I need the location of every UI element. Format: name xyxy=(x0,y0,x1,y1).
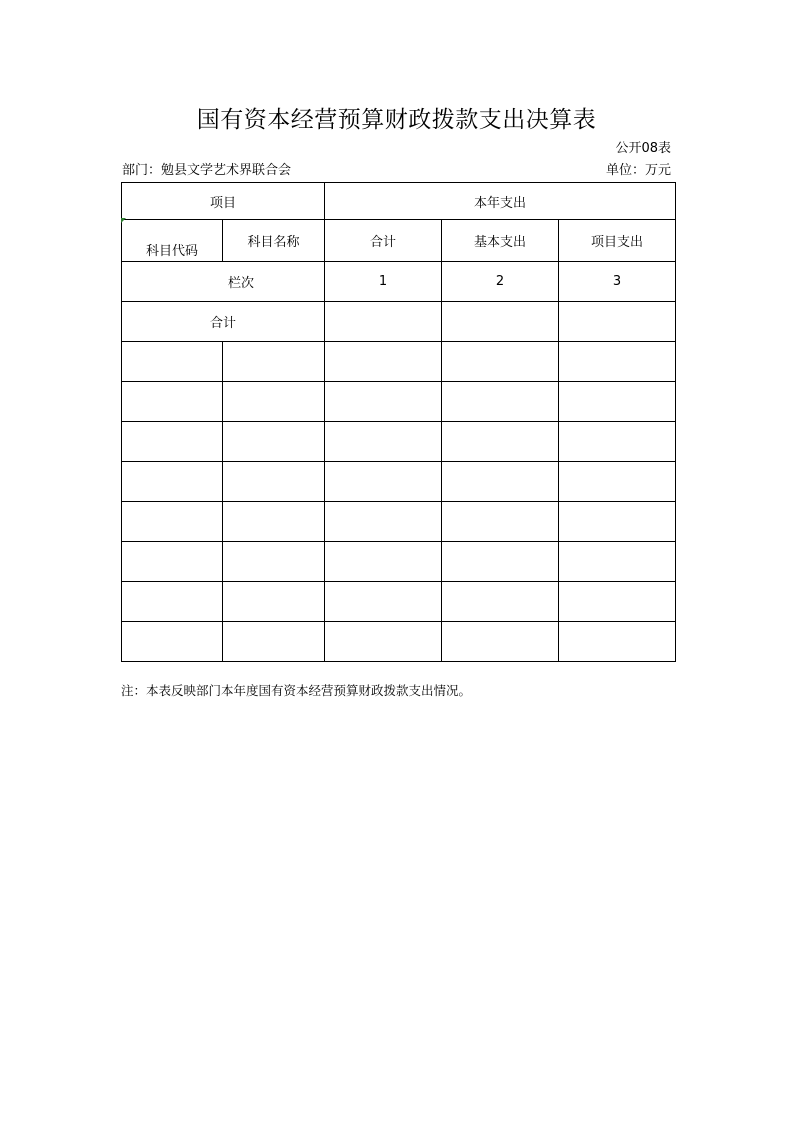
row-index-2: 2 xyxy=(442,262,559,302)
table-cell xyxy=(122,542,223,582)
footnote: 注：本表反映部门本年度国有资本经营预算财政拨款支出情况。 xyxy=(121,683,472,698)
table-cell xyxy=(442,542,559,582)
header-basic-expenditure: 基本支出 xyxy=(442,220,559,262)
header-row-1 xyxy=(122,183,676,220)
table-cell xyxy=(223,382,325,422)
table-cell xyxy=(559,382,676,422)
table-cell xyxy=(442,462,559,502)
unit-label: 单位：万元 xyxy=(605,163,671,178)
table-cell xyxy=(442,422,559,462)
table-cell xyxy=(223,502,325,542)
table-cell xyxy=(223,582,325,622)
table-row xyxy=(122,342,676,382)
page-title: 国有资本经营预算财政拨款支出决算表 xyxy=(196,107,597,133)
table-cell xyxy=(122,502,223,542)
row-index-1: 1 xyxy=(325,262,442,302)
header-item: 项目 xyxy=(122,183,325,220)
table-cell xyxy=(559,342,676,382)
table-cell xyxy=(223,622,325,662)
table-cell xyxy=(122,342,223,382)
row-total-cell xyxy=(559,302,676,342)
table-cell xyxy=(223,342,325,382)
table-cell xyxy=(442,342,559,382)
header-current-year: 本年支出 xyxy=(325,183,676,220)
header-subject-name: 科目名称 xyxy=(223,220,325,262)
header-project-expenditure: 项目支出 xyxy=(559,220,676,262)
header-subject-code-text: 科目代码 xyxy=(145,244,198,259)
row-index xyxy=(122,262,676,302)
table-cell xyxy=(122,622,223,662)
table-cell xyxy=(325,462,442,502)
cell-comment-marker xyxy=(121,218,126,223)
department-label: 部门：勉县文学艺术界联合会 xyxy=(122,163,292,178)
table-cell xyxy=(559,582,676,622)
table-cell xyxy=(122,422,223,462)
table-row xyxy=(122,422,676,462)
table-cell xyxy=(325,342,442,382)
table-cell xyxy=(223,542,325,582)
table-row xyxy=(122,622,676,662)
table-cell xyxy=(559,502,676,542)
expenditure-table xyxy=(121,182,676,662)
table-cell xyxy=(442,622,559,662)
table-cell xyxy=(223,462,325,502)
form-number: 公开08表 xyxy=(615,141,671,156)
table-cell xyxy=(325,422,442,462)
table-cell xyxy=(325,542,442,582)
table-cell xyxy=(325,582,442,622)
table-row xyxy=(122,582,676,622)
row-total-label: 合计 xyxy=(122,302,325,342)
row-index-3: 3 xyxy=(559,262,676,302)
table-cell xyxy=(559,542,676,582)
table-row xyxy=(122,462,676,502)
row-total-cell xyxy=(442,302,559,342)
header-row-2 xyxy=(122,220,676,262)
table-cell xyxy=(442,502,559,542)
table-row xyxy=(122,502,676,542)
table-cell xyxy=(223,422,325,462)
table-cell xyxy=(559,622,676,662)
table-cell xyxy=(325,622,442,662)
table-row xyxy=(122,542,676,582)
table-cell xyxy=(442,582,559,622)
header-total: 合计 xyxy=(325,220,442,262)
table-cell xyxy=(122,382,223,422)
table-cell xyxy=(122,462,223,502)
table-cell xyxy=(559,462,676,502)
table-cell xyxy=(442,382,559,422)
table-cell xyxy=(325,382,442,422)
table-cell xyxy=(559,422,676,462)
row-total xyxy=(122,302,676,342)
row-total-cell xyxy=(325,302,442,342)
table-cell xyxy=(122,582,223,622)
table-row xyxy=(122,382,676,422)
row-index-label: 栏次 xyxy=(122,262,325,302)
table-cell xyxy=(325,502,442,542)
header-subject-code xyxy=(122,220,223,262)
